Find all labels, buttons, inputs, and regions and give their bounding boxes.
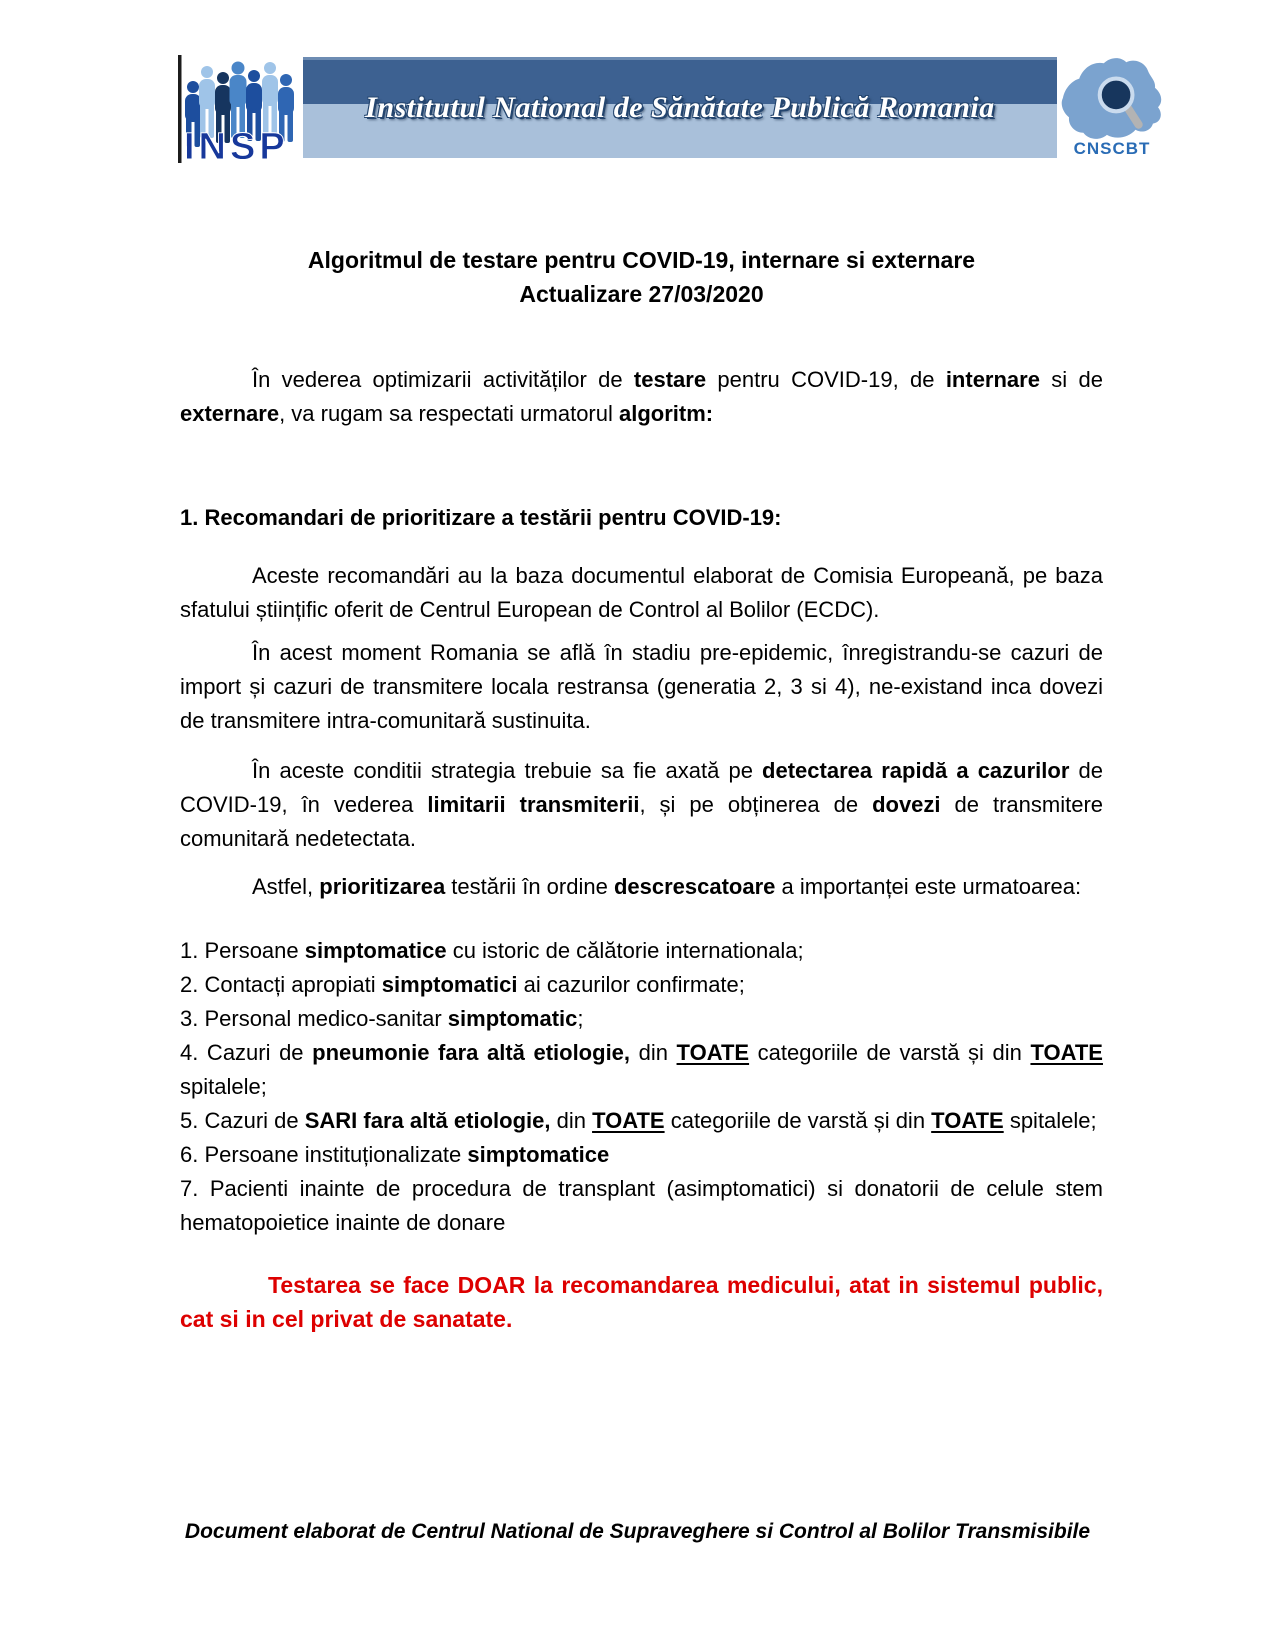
paragraph-priority: Astfel, prioritizarea testării în ordine descrescatoare a importanței este urmatoarea:: [252, 874, 1082, 899]
insp-logo: [178, 55, 302, 163]
paragraph-heading1: 1. Recomandari de prioritizare a testării pentru COVID-19:: [180, 505, 782, 530]
paragraph-item1: 1. Persoane simptomatice cu istoric de călătorie internationala;: [180, 938, 804, 963]
paragraph-item6: 6. Persoane instituționalizate simptomatice: [180, 1142, 610, 1167]
title-line-2: Actualizare 27/03/2020: [519, 281, 764, 307]
romania-map-magnifier-icon: [1056, 53, 1168, 143]
paragraph-testing-note: Testarea se face DOAR la recomandarea medicului, atat in sistemul public, cat si in cel privat de sanatate.: [180, 1272, 1103, 1332]
people-group-icon: [178, 55, 302, 163]
paragraph-intro: În vederea optimizarii activităților de testare pentru COVID-19, de internare si de externare, va rugam sa respectati urmatorul algoritm:: [180, 367, 1103, 426]
paragraph-basis: Aceste recomandări au la baza documentul elaborat de Comisia Europeană, pe baza sfatului științific oferit de Centrul European de Control al Bolilor (ECDC).: [180, 563, 1103, 622]
paragraph-item3: 3. Personal medico-sanitar simptomatic;: [180, 1006, 584, 1031]
document-title: [180, 243, 1103, 311]
cnscbt-label: CNSCBT: [1073, 139, 1151, 158]
document-footer: Document elaborat de Centrul National de Supraveghere si Control al Bolilor Transmisibile: [184, 1520, 1091, 1543]
cnscbt-logo: [1056, 53, 1168, 163]
paragraph-strategy: În aceste conditii strategia trebuie sa fie axată pe detectarea rapidă a cazurilor de COVID-19, în vederea limitarii transmiterii, și pe obținerea de dovezi de transmitere comunitară nedetectata.: [180, 758, 1104, 851]
paragraph-item4: 4. Cazuri de pneumonie fara altă etiologie, din TOATE categoriile de varstă și din TOATE spitalele;: [180, 1040, 1103, 1099]
paragraph-stage: În acest moment Romania se află în stadiu pre-epidemic, înregistrandu-se cazuri de import și cazuri de transmitere locala restransa (generatia 2, 3 si 4), ne-existand inca dovezi de transmitere intra-comunitară sustinuita.: [180, 640, 1103, 733]
banner-title: Institutul National de Sănătate Publică Romania: [365, 90, 995, 124]
paragraph-item2: 2. Contacți apropiati simptomatici ai cazurilor confirmate;: [180, 972, 745, 997]
paragraph-item7: 7. Pacienti inainte de procedura de transplant (asimptomatici) si donatorii de celule stem hematopoietice inainte de donare: [180, 1176, 1103, 1235]
header-banner: [303, 57, 1057, 158]
document-body-container: [180, 243, 1103, 1346]
paragraph-item5: 5. Cazuri de SARI fara altă etiologie, din TOATE categoriile de varstă și din TOATE spitalele;: [180, 1108, 1097, 1133]
insp-label: INSP: [184, 126, 289, 163]
document-body: [180, 363, 1103, 1336]
title-line-1: Algoritmul de testare pentru COVID-19, internare si externare: [307, 247, 976, 273]
